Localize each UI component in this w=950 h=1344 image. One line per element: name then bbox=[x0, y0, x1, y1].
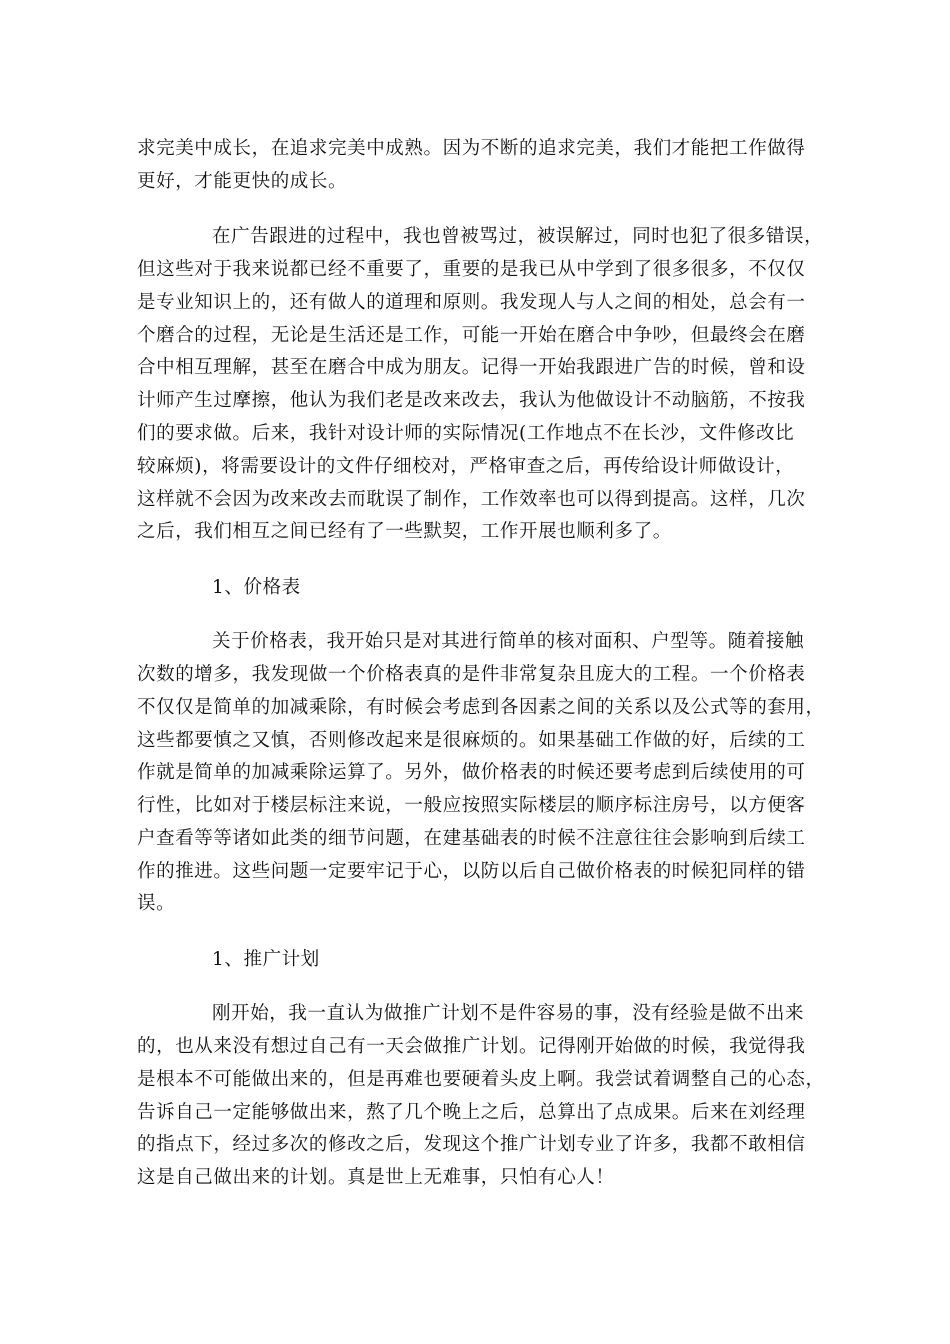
paragraph-line: 这是自己做出来的计划。真是世上无难事，只怕有心人！ bbox=[137, 1167, 615, 1188]
paragraph-line: 合中相互理解，甚至在磨合中成为朋友。记得一开始我跟进广告的时候，曾和设 bbox=[137, 357, 806, 378]
paragraph-line: 个磨合的过程，无论是生活还是工作，可能一开始在磨合中争吵，但最终会在磨 bbox=[137, 325, 806, 346]
paragraph-line: 是专业知识上的，还有做人的道理和原则。我发现人与人之间的相处，总会有一 bbox=[137, 292, 806, 313]
paragraph-line: 之后，我们相互之间已经有了一些默契，工作开展也顺利多了。 bbox=[137, 521, 672, 542]
paragraph-line: 求完美中成长，在追求完美中成熟。因为不断的追求完美，我们才能把工作做得 bbox=[137, 138, 806, 159]
paragraph-line: 较麻烦)，将需要设计的文件仔细校对，严格审查之后，再传给设计师做设计， bbox=[137, 456, 795, 477]
section-heading: 1、价格表 bbox=[212, 577, 301, 598]
section-heading: 1、推广计划 bbox=[212, 949, 320, 970]
paragraph-line: 但这些对于我来说都已经不重要了，重要的是我已从中学到了很多很多，不仅仅 bbox=[137, 259, 806, 280]
paragraph-line: 这样就不会因为改来改去而耽误了制作，工作效率也可以得到提高。这样，几次 bbox=[137, 489, 806, 510]
paragraph-line: 行性，比如对于楼层标注来说，一般应按照实际楼层的顺序标注房号，以方便客 bbox=[137, 795, 806, 816]
paragraph-line: 告诉自己一定能够做出来，熬了几个晚上之后，总算出了点成果。后来在刘经理 bbox=[137, 1102, 806, 1123]
paragraph-line: 户查看等等诸如此类的细节问题，在建基础表的时候不注意往往会影响到后续工 bbox=[137, 828, 806, 849]
paragraph-line: 这些都要慎之又慎，否则修改起来是很麻烦的。如果基础工作做的好，后续的工 bbox=[137, 730, 806, 751]
paragraph-line: 次数的增多，我发现做一个价格表真的是件非常复杂且庞大的工程。一个价格表 bbox=[137, 664, 806, 685]
paragraph-line: 刚开始，我一直认为做推广计划不是件容易的事，没有经验是做不出来 bbox=[212, 1003, 805, 1024]
paragraph-line: 误。 bbox=[137, 893, 176, 914]
paragraph-line: 们的要求做。后来，我针对设计师的实际情况(工作地点不在长沙，文件修改比 bbox=[137, 423, 795, 444]
paragraph-line: 关于价格表，我开始只是对其进行简单的核对面积、户型等。随着接触 bbox=[212, 631, 805, 652]
paragraph-line: 的，也从来没有想过自己有一天会做推广计划。记得刚开始做的时候，我觉得我 bbox=[137, 1036, 806, 1057]
paragraph-line: 计师产生过摩擦，他认为我们老是改来改去，我认为他做设计不动脑筋，不按我 bbox=[137, 390, 806, 411]
paragraph-line: 在广告跟进的过程中，我也曾被骂过，被误解过，同时也犯了很多错误， bbox=[212, 226, 824, 247]
paragraph-line: 作的推进。这些问题一定要牢记于心，以防以后自己做价格表的时候犯同样的错 bbox=[137, 861, 806, 882]
paragraph-line: 的指点下，经过多次的修改之后，发现这个推广计划专业了许多，我都不敢相信 bbox=[137, 1134, 806, 1155]
paragraph-line: 更好，才能更快的成长。 bbox=[137, 171, 348, 192]
paragraph-line: 是根本不可能做出来的，但是再难也要硬着头皮上啊。我尝试着调整自己的心态， bbox=[137, 1069, 825, 1090]
paragraph-line: 不仅仅是简单的加减乘除，有时候会考虑到各因素之间的关系以及公式等的套用， bbox=[137, 697, 825, 718]
paragraph-line: 作就是简单的加减乘除运算了。另外，做价格表的时候还要考虑到后续使用的可 bbox=[137, 762, 806, 783]
